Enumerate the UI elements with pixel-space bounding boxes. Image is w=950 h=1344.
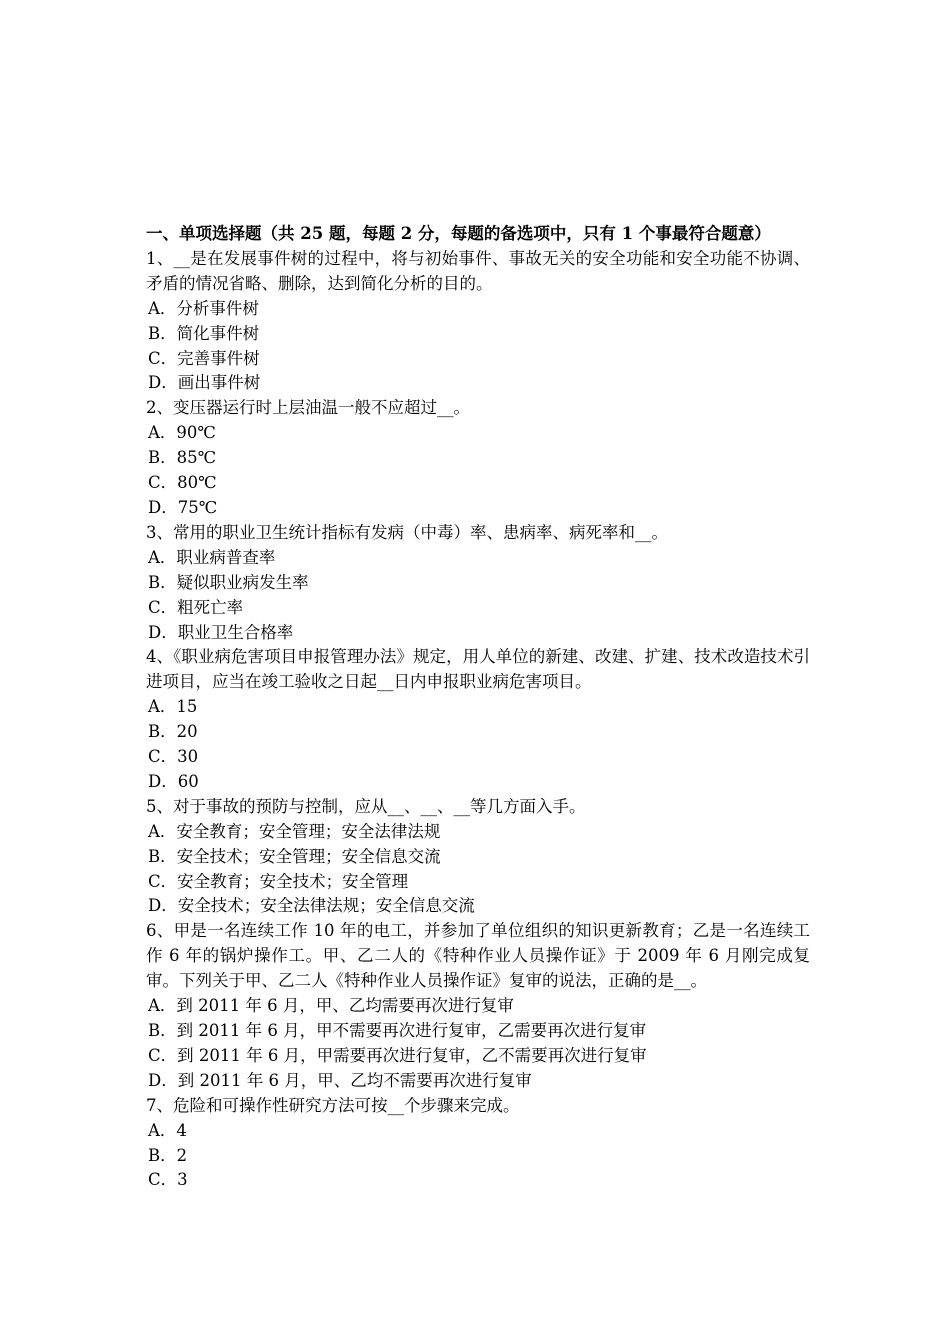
question-stem: 7、危险和可操作性研究方法可按__个步骤来完成。 [146, 1095, 520, 1115]
question-6 [146, 919, 810, 1093]
option-a: A．安全教育；安全管理；安全法律法规 [148, 821, 441, 841]
option-c: C．3 [148, 1170, 188, 1190]
option-c: C．80℃ [148, 473, 217, 493]
option-d: D．60 [148, 771, 199, 791]
option-a: A．15 [148, 697, 198, 717]
option-a: A．职业病普查率 [148, 547, 276, 567]
option-b: B．到 2011 年 6 月，甲不需要再次进行复审，乙需要再次进行复审 [148, 1021, 647, 1040]
document-content [146, 222, 810, 1193]
option-c: C．到 2011 年 6 月，甲需要再次进行复审，乙不需要再次进行复审 [148, 1045, 647, 1065]
option-a: A．4 [148, 1120, 187, 1140]
question-stem: 4、《职业病危害项目申报管理办法》规定，用人单位的新建、改建、扩建、技术改造技术引进项目，应当在竣工验收之日起__日内申报职业病危害项目。 [146, 647, 810, 692]
option-d: D．安全技术；安全法律法规；安全信息交流 [148, 896, 475, 916]
option-c: C．30 [148, 747, 199, 767]
option-d: D．到 2011 年 6 月，甲、乙均不需要再次进行复审 [148, 1070, 532, 1090]
question-4 [146, 645, 810, 794]
option-b: B．20 [148, 722, 198, 742]
option-a: A．分析事件树 [148, 298, 259, 318]
option-c: C．粗死亡率 [148, 597, 244, 617]
question-1 [146, 247, 810, 396]
option-b: B．简化事件树 [148, 323, 260, 343]
question-2 [146, 396, 810, 521]
option-d: D．画出事件树 [148, 373, 261, 393]
question-stem: 2、变压器运行时上层油温一般不应超过__。 [146, 398, 470, 418]
option-a: A．到 2011 年 6 月，甲、乙均需要再次进行复审 [148, 996, 514, 1016]
option-a: A．90℃ [148, 423, 216, 443]
option-b: B．疑似职业病发生率 [148, 572, 309, 592]
question-7 [146, 1094, 810, 1194]
option-d: D．75℃ [148, 497, 218, 517]
question-stem: 6、甲是一名连续工作 10 年的电工，并参加了单位组织的知识更新教育；乙是一名连续工作 6 年的锅炉操作工。甲、乙二人的《特种作业人员操作证》于 2009 年 6 月刚完成复审。下列关于甲、乙二人《特种作业人员操作证》复审的说法，正确的是__。 [146, 921, 810, 991]
question-3 [146, 521, 810, 646]
option-c: C．安全教育；安全技术；安全管理 [148, 871, 409, 891]
option-b: B．安全技术；安全管理；安全信息交流 [148, 846, 441, 866]
option-c: C．完善事件树 [148, 348, 260, 368]
section-title: 一、单项选择题（共 25 题，每题 2 分，每题的备选项中，只有 1 个事最符合题意） [146, 224, 771, 243]
option-b: B．85℃ [148, 448, 217, 468]
option-d: D．职业卫生合格率 [148, 622, 294, 642]
question-stem: 1、__是在发展事件树的过程中，将与初始事件、事故无关的安全功能和安全功能不协调、矛盾的情况省略、删除，达到简化分析的目的。 [146, 248, 810, 293]
option-b: B．2 [148, 1145, 188, 1165]
question-5 [146, 795, 810, 920]
question-stem: 5、对于事故的预防与控制，应从__、__、__等几方面入手。 [146, 796, 586, 816]
question-stem: 3、常用的职业卫生统计指标有发病（中毒）率、患病率、病死率和__。 [146, 522, 668, 542]
